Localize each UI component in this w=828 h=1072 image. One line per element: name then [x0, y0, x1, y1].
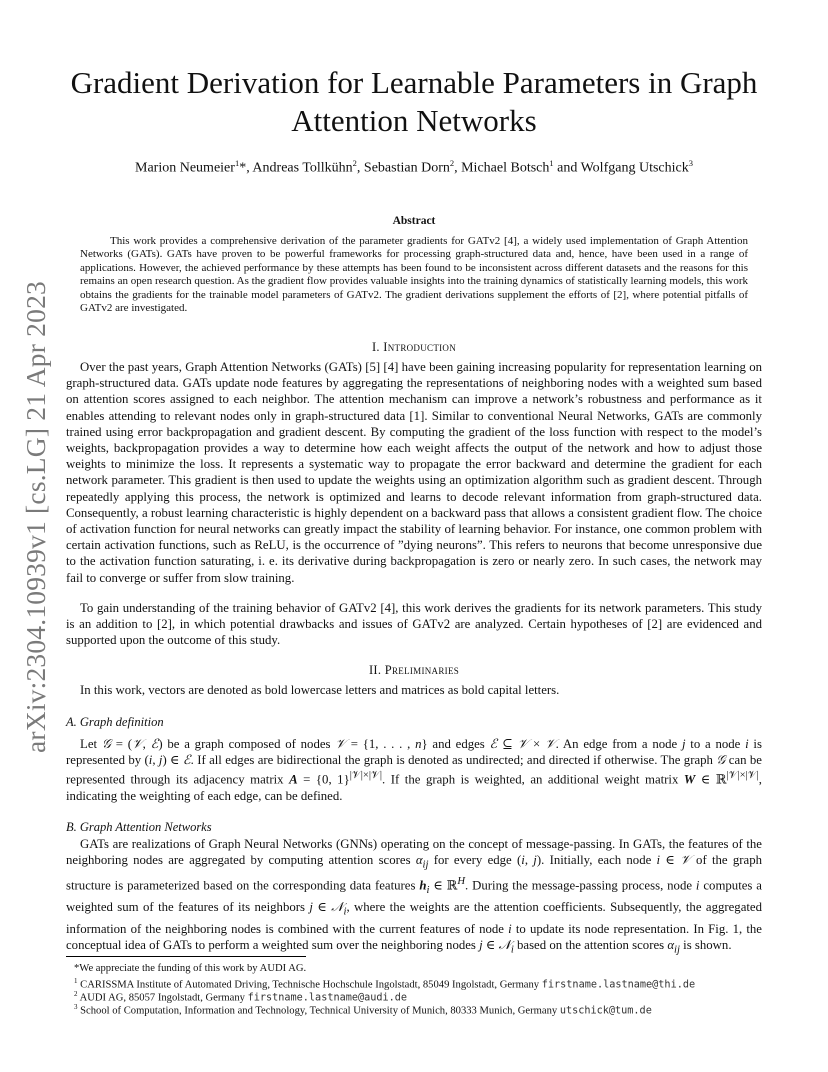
abstract-text: This work provides a comprehensive derivation of the parameter gradients for GATv2 [4], a widely used implementation of Graph Attention Networks (GATs). GATs have proven to be powerful frameworks for processing graph-structured data and, hence, have been used in a range of applications. However, the achieved performance by these attempts has been found to be inconsistent across different datasets and the reasons for this remains an open research question. As the gradient flow provides valuable insights into the training dynamics of statistically learning models, this work obtains the gradients for the trainable model parameters of GATv2. The gradient derivations supplement the efforts of [2], where potential pitfalls of GATv2 are investigated. — [80, 235, 748, 315]
paper-title: Gradient Derivation for Learnable Parameters in Graph Attention Networks — [70, 65, 758, 138]
paragraph: Over the past years, Graph Attention Networks (GATs) [5] [4] have been gaining increasing popularity for representation learning on graph-structured data. GATs update node features by aggregating the representations of neighboring nodes with a weighted sum based on attention scores assigned to each neighbor. The attention mechanism can improve a network’s robustness and performance as it enables attending to relevant nodes only in graph-structured data [1]. Similar to conventional Neural Networks, GATs are commonly trained using error backpropagation and gradient descent. By computing the gradient of the loss function with respect to the model’s weights, backpropagation provides a way to determine how each weight affects the output of the network and how to adjust those weights to minimize the loss. It represents a systematic way to propagate the error backward and determine the gradient for each network parameter. This gradient is then used to update the weights using an optimization algorithm such as gradient descent. Through repeatedly applying this process, the network is optimized and learns to decode relevant information from graph-structured data. Consequently, a robust learning characteristic is highly dependent on a backward pass that allows a consistent gradient flow. The choice of activation function for neural networks can greatly impact the stability of learning behavior. For instance, one common problem with certain activation functions, such as ReLU, is the occurrence of ”dying neurons”. This refers to neurons that become unresponsive due to the activation function saturating, i. e. its derivative during backpropagation is zero or nearly zero. In such cases, the network may fail to converge or suffer from slow training. — [66, 360, 762, 585]
footnote-email: utschick@tum.de — [559, 1005, 652, 1017]
author-affiliation: 1 — [234, 158, 240, 168]
footnote-email: firstname.lastname@audi.de — [247, 992, 408, 1004]
paragraph: In this work, vectors are denoted as bold lowercase letters and matrices as bold capital letters. — [80, 683, 560, 697]
subsection-heading: A. Graph definition — [66, 715, 164, 729]
footnote-divider — [66, 956, 306, 957]
author-name: Michael Botsch — [461, 160, 550, 176]
subsection-heading: B. Graph Attention Networks — [66, 820, 212, 834]
footnote-text: School of Computation, Information and Technology, Technical University of Munich, 80333 Munich, Germany — [80, 1005, 558, 1017]
author-name: Sebastian Dorn — [363, 160, 450, 176]
footnote-affiliation-3 — [74, 1001, 764, 1018]
footnote-number: 2 — [74, 990, 78, 998]
footnote-number: 3 — [74, 1003, 78, 1011]
author-affiliation: 2 — [449, 158, 455, 168]
author-affiliation: 1 — [549, 158, 554, 168]
section-heading-introduction: I. Introduction — [371, 340, 457, 354]
paragraph: To gain understanding of the training behavior of GATv2 [4], this work derives the gradients for its network parameters. This study is an addition to [2], in which potential drawbacks and issues of GATv2 are analyzed. Certain hypotheses of [2] are evidenced and supported upon the outcome of this study. — [66, 601, 762, 648]
footnote-funding: *We appreciate the funding of this work by AUDI AG. — [74, 963, 307, 974]
author-name: Wolfgang Utschick — [580, 160, 689, 176]
author-affiliation: 3 — [688, 158, 693, 168]
abstract-heading: Abstract — [392, 215, 436, 227]
paragraph-graph-attention-networks: GATs are realizations of Graph Neural Networks (GNNs) operating on the concept of message-passing. In GATs, the features of the neighboring nodes are aggregated by computing attention scores $\alpha_{ij}$ for every edge (i, j). Initially, each node i ∈ 𝒱 of the graph structure is parameterized based on the corresponding data features $h_i$ ∈ ℝ$^H$. During the message-passing process, node i computes a weighted sum of the features of its neighbors j ∈ 𝒩$_i$, where the weights are the attention coefficients. Subsequently, the aggregated information of the neighboring nodes is combined with the current features of node i to update its node representation. In Fig. 1, the conceptual idea of GATs to perform a weighted sum over the neighboring nodes j ∈ 𝒩$_i$ based on the attention scores $\alpha_{ij}$ is shown. — [66, 837, 763, 956]
author-name: Marion Neumeier — [135, 160, 235, 176]
arxiv-stamp — [12, 272, 60, 762]
section-heading-preliminaries: II. Preliminaries — [368, 663, 460, 677]
author-list: Marion Neumeier$^1$*, Andreas Tollkühn$^2$, Sebastian Dorn$^2$, Michael Botsch$^1$ and Wolfgang Utschick$^3$ — [135, 158, 693, 176]
paragraph-graph-definition: Let 𝒢 = (𝒱, ℰ) be a graph composed of nodes 𝒱 = {1, . . . , n} and edges ℰ ⊆ 𝒱 × 𝒱. An edge from a node j to a node i is represented by (i, j) ∈ ℰ. If all edges are bidirectional the graph is denoted as undirected; and directed if otherwise. The graph 𝒢 can be represented through its adjacency matrix A = {0, 1}$^{|𝒱|\times|𝒱|}$. If the graph is weighted, an additional weight matrix W ∈ ℝ$^{|𝒱|\times|𝒱|}$, indicating the weighting of each edge, can be defined. — [66, 737, 762, 803]
footnote-text: AUDI AG, 85057 Ingolstadt, Germany — [79, 992, 245, 1004]
arxiv-stamp-text: arXiv:2304.10939v1 [cs.LG] 21 Apr 2023 — [20, 281, 51, 753]
author-conjunction: and — [557, 160, 578, 176]
author-name: Andreas Tollkühn — [252, 160, 353, 176]
footnote-email: firstname.lastname@thi.de — [541, 979, 696, 991]
corresponding-mark: * — [239, 160, 247, 176]
footnote-text: CARISSMA Institute of Automated Driving, Technische Hochschule Ingolstadt, 85049 Ingolstadt, Germany — [80, 979, 540, 991]
author-affiliation: 2 — [352, 158, 357, 168]
footnote-number: 1 — [74, 977, 78, 985]
